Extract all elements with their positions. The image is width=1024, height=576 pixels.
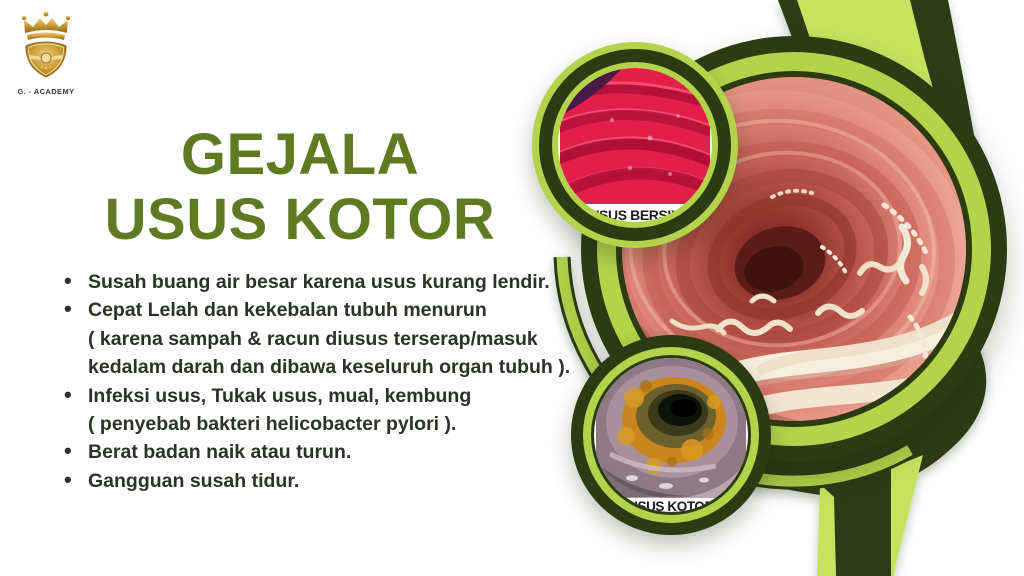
list-item-line: • Cepat Lelah dan kekebalan tubuh menurun [88,299,487,322]
brand-logo [14,10,78,96]
title-line-1: GEJALA [180,122,420,187]
crown-shield-icon [16,10,76,80]
list-item-line: ( karena sampah & racun diusus terserap/masuk [88,327,538,350]
list-item [62,467,592,495]
ribbon-tail-light-right [891,455,923,576]
list-item [62,382,592,439]
list-item-line: • Susah buang air besar karena usus kurang lendir. [88,271,550,293]
list-item [62,268,592,296]
slide-title [0,122,600,252]
list-item [62,296,592,381]
inset-bottom-ring-white [594,358,748,512]
list-item [62,438,592,466]
ribbon-tail-light-left [817,484,836,576]
inset-usus-kotor [571,335,771,535]
usus-kotor-photo [596,358,746,498]
shield-icon [26,42,66,77]
title-line-2: USUS KOTOR [104,187,496,252]
symptom-list [62,268,592,495]
crown-icon [22,12,70,40]
list-item-line: • Gangguan susah tidur. [88,469,300,492]
list-item-line: • Berat badan naik atau turun. [88,441,352,464]
list-item-line: • Infeksi usus, Tukak usus, mual, kembung [88,384,472,407]
usus-kotor-label: USUS KOTOR [628,499,714,512]
list-item-line: ( penyebab bakteri helicobacter pylori ). [88,413,457,436]
brand-name: G. - ACADEMY [17,87,75,96]
list-item-line: kedalam darah dan dibawa keseluruh organ tubuh ). [88,356,571,379]
usus-bersih-label: USUS BERSIH [589,207,681,222]
